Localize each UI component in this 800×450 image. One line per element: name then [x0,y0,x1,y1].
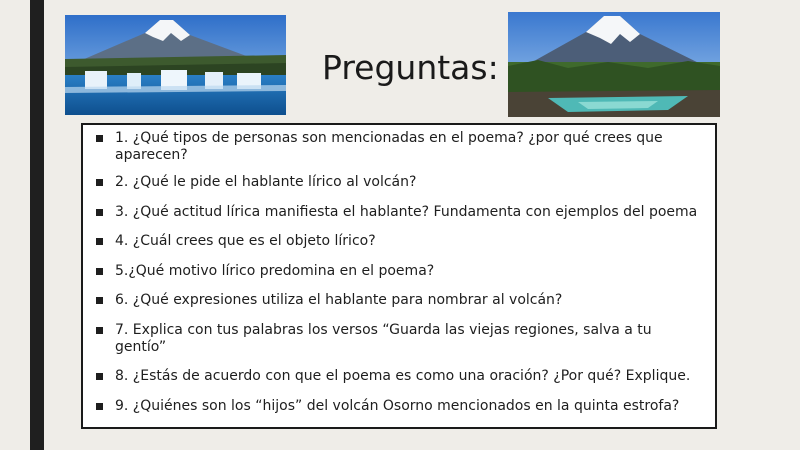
question-text: 6. ¿Qué expresiones utiliza el hablante para nombrar al volcán? [115,292,563,308]
question-text: 1. ¿Qué tipos de personas son mencionadas en el poema? ¿por qué crees que aparecen? [115,130,663,163]
square-bullet-icon [96,297,103,304]
list-item [91,130,707,164]
list-item [91,398,707,415]
questions-list [83,125,715,415]
square-bullet-icon [96,373,103,380]
question-text: 3. ¿Qué actitud lírica manifiesta el hablante? Fundamenta con ejemplos del poema [115,203,698,220]
page-title: Preguntas: [322,48,499,87]
square-bullet-icon [96,238,103,245]
question-text: 4. ¿Cuál crees que es el objeto lírico? [115,233,376,249]
question-text: 5.¿Qué motivo lírico predomina en el poema? [115,262,435,279]
list-item [91,204,707,221]
list-item [91,322,707,356]
list-item [91,233,707,250]
list-item [91,174,707,191]
slide-side-bar [30,0,44,450]
list-item [91,368,707,385]
question-text: 8. ¿Estás de acuerdo con que el poema es como una oración? ¿Por qué? Explique. [115,368,691,384]
square-bullet-icon [96,403,103,410]
question-text: 9. ¿Quiénes son los “hijos” del volcán Osorno mencionados en la quinta estrofa? [115,397,680,414]
square-bullet-icon [96,327,103,334]
volcano-waterfall-photo [65,15,286,115]
square-bullet-icon [96,268,103,275]
question-text: 2. ¿Qué le pide el hablante lírico al volcán? [115,174,417,190]
square-bullet-icon [96,209,103,216]
questions-box [81,123,717,429]
square-bullet-icon [96,179,103,186]
square-bullet-icon [96,135,103,142]
list-item [91,292,707,309]
question-text: 7. Explica con tus palabras los versos “Guarda las viejas regiones, salva a tu gentío” [115,321,652,355]
list-item [91,263,707,280]
volcano-river-photo [508,12,720,117]
